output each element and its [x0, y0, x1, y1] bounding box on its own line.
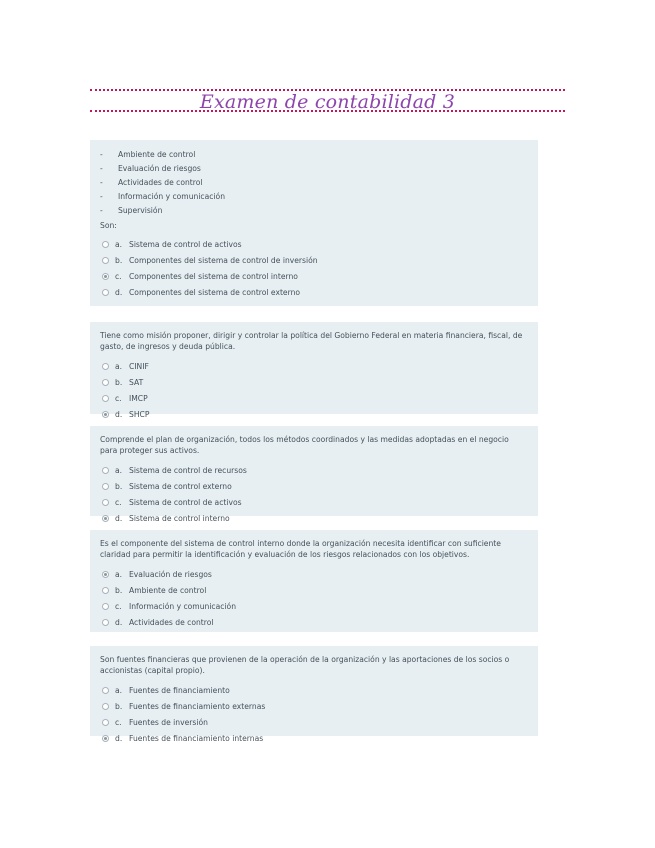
- option-b[interactable]: b. Sistema de control externo: [102, 478, 528, 494]
- radio-button[interactable]: [102, 411, 109, 418]
- option-c[interactable]: c. Sistema de control de activos: [102, 494, 528, 510]
- radio-button[interactable]: [102, 703, 109, 710]
- radio-button[interactable]: [102, 735, 109, 742]
- option-text: SHCP: [129, 409, 150, 419]
- question-card-1: [90, 140, 538, 306]
- radio-button[interactable]: [102, 241, 109, 248]
- option-c[interactable]: c. Componentes del sistema de control interno: [102, 268, 528, 284]
- option-text: Sistema de control de activos: [129, 497, 242, 507]
- stem-item: - Supervisión: [100, 206, 163, 215]
- radio-button[interactable]: [102, 571, 109, 578]
- option-b[interactable]: b. Componentes del sistema de control de inversión: [102, 252, 528, 268]
- option-text: Componentes del sistema de control externo: [129, 287, 301, 297]
- option-text: Fuentes de inversión: [129, 717, 208, 727]
- radio-button[interactable]: [102, 467, 109, 474]
- title-divider-bottom: [90, 110, 565, 112]
- option-text: Evaluación de riesgos: [129, 569, 212, 579]
- option-text: Sistema de control de activos: [129, 239, 242, 249]
- radio-button[interactable]: [102, 499, 109, 506]
- option-text: Fuentes de financiamiento internas: [129, 733, 264, 743]
- radio-button[interactable]: [102, 289, 109, 296]
- radio-button[interactable]: [102, 603, 109, 610]
- option-text: Fuentes de financiamiento: [129, 685, 230, 695]
- question-text: Tiene como misión proponer, dirigir y controlar la política del Gobierno Federal en materia financiera, fiscal, de gasto, de ingresos y deuda pública.: [100, 331, 523, 351]
- radio-button[interactable]: [102, 687, 109, 694]
- option-text: Componentes del sistema de control interno: [129, 271, 298, 281]
- radio-button[interactable]: [102, 515, 109, 522]
- option-text: IMCP: [129, 393, 148, 403]
- question-text: Comprende el plan de organización, todos los métodos coordinados y las medidas adoptadas en el negocio para proteger sus activos.: [100, 435, 509, 455]
- radio-button[interactable]: [102, 395, 109, 402]
- radio-button[interactable]: [102, 619, 109, 626]
- radio-button[interactable]: [102, 257, 109, 264]
- option-c[interactable]: c. Información y comunicación: [102, 598, 528, 614]
- radio-button[interactable]: [102, 483, 109, 490]
- option-text: Actividades de control: [129, 617, 214, 627]
- option-d[interactable]: d. Fuentes de financiamiento internas: [102, 730, 528, 746]
- stem-item: - Evaluación de riesgos: [100, 164, 201, 173]
- option-text: Ambiente de control: [129, 585, 207, 595]
- question-card-4: [90, 530, 538, 632]
- option-text: Sistema de control de recursos: [129, 465, 247, 475]
- question-card-3: [90, 426, 538, 523]
- option-text: Componentes del sistema de control de inversión: [129, 255, 318, 265]
- option-text: Sistema de control interno: [129, 513, 230, 523]
- radio-button[interactable]: [102, 587, 109, 594]
- radio-button[interactable]: [102, 273, 109, 280]
- page-title: Examen de contabilidad 3: [199, 91, 456, 113]
- stem-item: - Actividades de control: [100, 178, 203, 187]
- radio-button[interactable]: [102, 719, 109, 726]
- answer-label: Son:: [100, 221, 117, 230]
- option-text: Información y comunicación: [129, 601, 237, 611]
- radio-button[interactable]: [102, 363, 109, 370]
- stem-item: - Información y comunicación: [100, 192, 226, 201]
- option-a[interactable]: a. Sistema de control de activos: [102, 236, 528, 252]
- question-text: Son fuentes financieras que provienen de la operación de la organización y las aportaciones de los socios o accionistas (capital propio).: [100, 655, 510, 675]
- radio-button[interactable]: [102, 379, 109, 386]
- option-a[interactable]: a. Fuentes de financiamiento: [102, 682, 528, 698]
- option-d[interactable]: d. Sistema de control interno: [102, 510, 528, 526]
- option-a[interactable]: a. CINIF: [102, 358, 528, 374]
- option-text: SAT: [129, 377, 144, 387]
- option-d[interactable]: d. SHCP: [102, 406, 528, 422]
- option-d[interactable]: d. Actividades de control: [102, 614, 528, 630]
- option-text: CINIF: [129, 361, 149, 371]
- option-b[interactable]: b. Fuentes de financiamiento externas: [102, 698, 528, 714]
- question-text: Es el componente del sistema de control interno donde la organización necesita identificar con suficiente claridad para permitir la identificación y evaluación de los riesgos relacionados con los objetivos.: [100, 539, 501, 559]
- question-card-5: [90, 646, 538, 743]
- option-a[interactable]: a. Sistema de control de recursos: [102, 462, 528, 478]
- question-card-2: [90, 322, 538, 419]
- option-a[interactable]: a. Evaluación de riesgos: [102, 566, 528, 582]
- option-b[interactable]: b. SAT: [102, 374, 528, 390]
- option-text: Sistema de control externo: [129, 481, 232, 491]
- option-c[interactable]: c. Fuentes de inversión: [102, 714, 528, 730]
- option-c[interactable]: c. IMCP: [102, 390, 528, 406]
- stem-item: - Ambiente de control: [100, 150, 196, 159]
- option-d[interactable]: d. Componentes del sistema de control externo: [102, 284, 528, 300]
- option-text: Fuentes de financiamiento externas: [129, 701, 266, 711]
- option-b[interactable]: b. Ambiente de control: [102, 582, 528, 598]
